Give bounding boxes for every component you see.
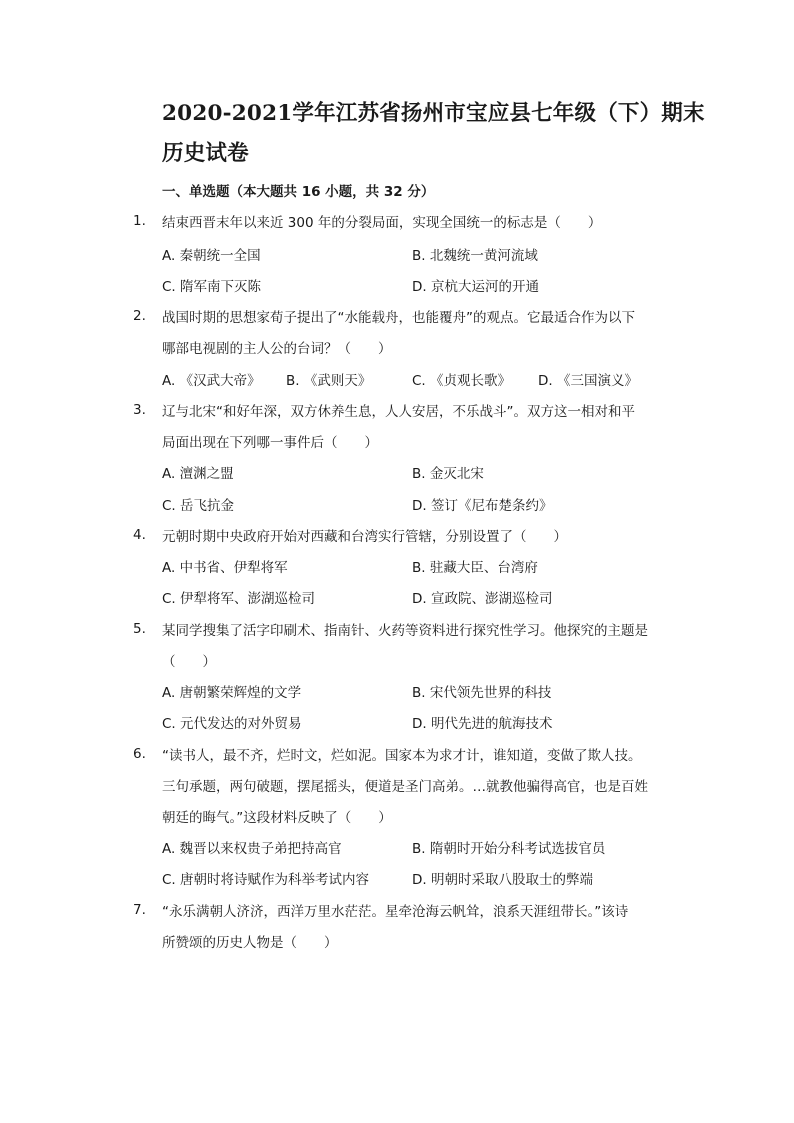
question-stem: 某同学搜集了活字印刷术、指南针、火药等资料进行探究性学习。他探究的主题是 bbox=[162, 623, 648, 639]
option-d: D. 签订《尼布楚条约》 bbox=[412, 498, 553, 514]
option-d: D. 明朝时采取八股取士的弊端 bbox=[412, 872, 593, 888]
question-stem: 辽与北宋“和好年深，双方休养生息，人人安居，不乐战斗”。双方这一相对和平 bbox=[162, 404, 635, 420]
option-a: A. 《汉武大帝》 bbox=[162, 373, 261, 389]
option-b: B. 宋代领先世界的科技 bbox=[412, 685, 552, 701]
question-stem: “永乐满朝人济济，西洋万里水茫茫。星牵沧海云帆耸，浪系天涯纽带长。”该诗 bbox=[162, 904, 629, 920]
option-c: C. 《贞观长歌》 bbox=[412, 373, 512, 389]
question-number: 6. bbox=[133, 746, 146, 762]
option-b: B. 金灭北宋 bbox=[412, 466, 484, 482]
option-b: B. 隋朝时开始分科考试选拔官员 bbox=[412, 841, 606, 857]
option-b: B. 《武则天》 bbox=[286, 373, 372, 389]
question-stem: 朝廷的晦气。”这段材料反映了（ ） bbox=[162, 810, 392, 826]
option-a: A. 秦朝统一全国 bbox=[162, 248, 261, 264]
question-stem: 元朝时期中央政府开始对西藏和台湾实行管辖，分别设置了（ ） bbox=[162, 529, 567, 545]
question-number: 3. bbox=[133, 402, 146, 418]
question-stem: 局面出现在下列哪一事件后（ ） bbox=[162, 435, 378, 451]
option-d: D. 明代先进的航海技术 bbox=[412, 716, 553, 732]
option-d: D. 宣政院、澎湖巡检司 bbox=[412, 591, 553, 607]
option-b: B. 北魏统一黄河流域 bbox=[412, 248, 538, 264]
option-c: C. 岳飞抗金 bbox=[162, 498, 235, 514]
question-number: 2. bbox=[133, 308, 146, 324]
exam-title-line-2: 历史试卷 bbox=[162, 141, 249, 166]
section-header: 一、单选题（本大题共 16 小题，共 32 分） bbox=[162, 184, 435, 200]
option-c: C. 唐朝时将诗赋作为科举考试内容 bbox=[162, 872, 370, 888]
option-a: A. 唐朝繁荣辉煌的文学 bbox=[162, 685, 302, 701]
question-number: 7. bbox=[133, 902, 146, 918]
question-stem: 哪部电视剧的主人公的台词？（ ） bbox=[162, 341, 392, 357]
option-c: C. 隋军南下灭陈 bbox=[162, 279, 262, 295]
question-stem: 三句承题，两句破题，摆尾摇头，便道是圣门高弟。…就教他骗得高官，也是百姓 bbox=[162, 779, 648, 795]
question-stem: 所赞颂的历史人物是（ ） bbox=[162, 935, 338, 951]
option-a: A. 澶渊之盟 bbox=[162, 466, 234, 482]
option-c: C. 伊犁将军、澎湖巡检司 bbox=[162, 591, 316, 607]
question-stem: “读书人，最不齐，烂时文，烂如泥。国家本为求才计，谁知道，变做了欺人技。 bbox=[162, 748, 642, 764]
option-d: D. 京杭大运河的开通 bbox=[412, 279, 539, 295]
question-number: 5. bbox=[133, 621, 146, 637]
exam-title-line-1: 2020-2021学年江苏省扬州市宝应县七年级（下）期末 bbox=[162, 101, 705, 126]
option-c: C. 元代发达的对外贸易 bbox=[162, 716, 302, 732]
option-a: A. 魏晋以来权贵子弟把持高官 bbox=[162, 841, 342, 857]
option-b: B. 驻藏大臣、台湾府 bbox=[412, 560, 538, 576]
question-stem: 结束西晋末年以来近 300 年的分裂局面，实现全国统一的标志是（ ） bbox=[162, 215, 602, 231]
question-number: 4. bbox=[133, 527, 146, 543]
question-stem: （ ） bbox=[162, 654, 216, 670]
question-number: 1. bbox=[133, 213, 146, 229]
question-stem: 战国时期的思想家荀子提出了“水能载舟，也能覆舟”的观点。它最适合作为以下 bbox=[162, 310, 635, 326]
option-a: A. 中书省、伊犁将军 bbox=[162, 560, 288, 576]
option-d: D. 《三国演义》 bbox=[538, 373, 638, 389]
